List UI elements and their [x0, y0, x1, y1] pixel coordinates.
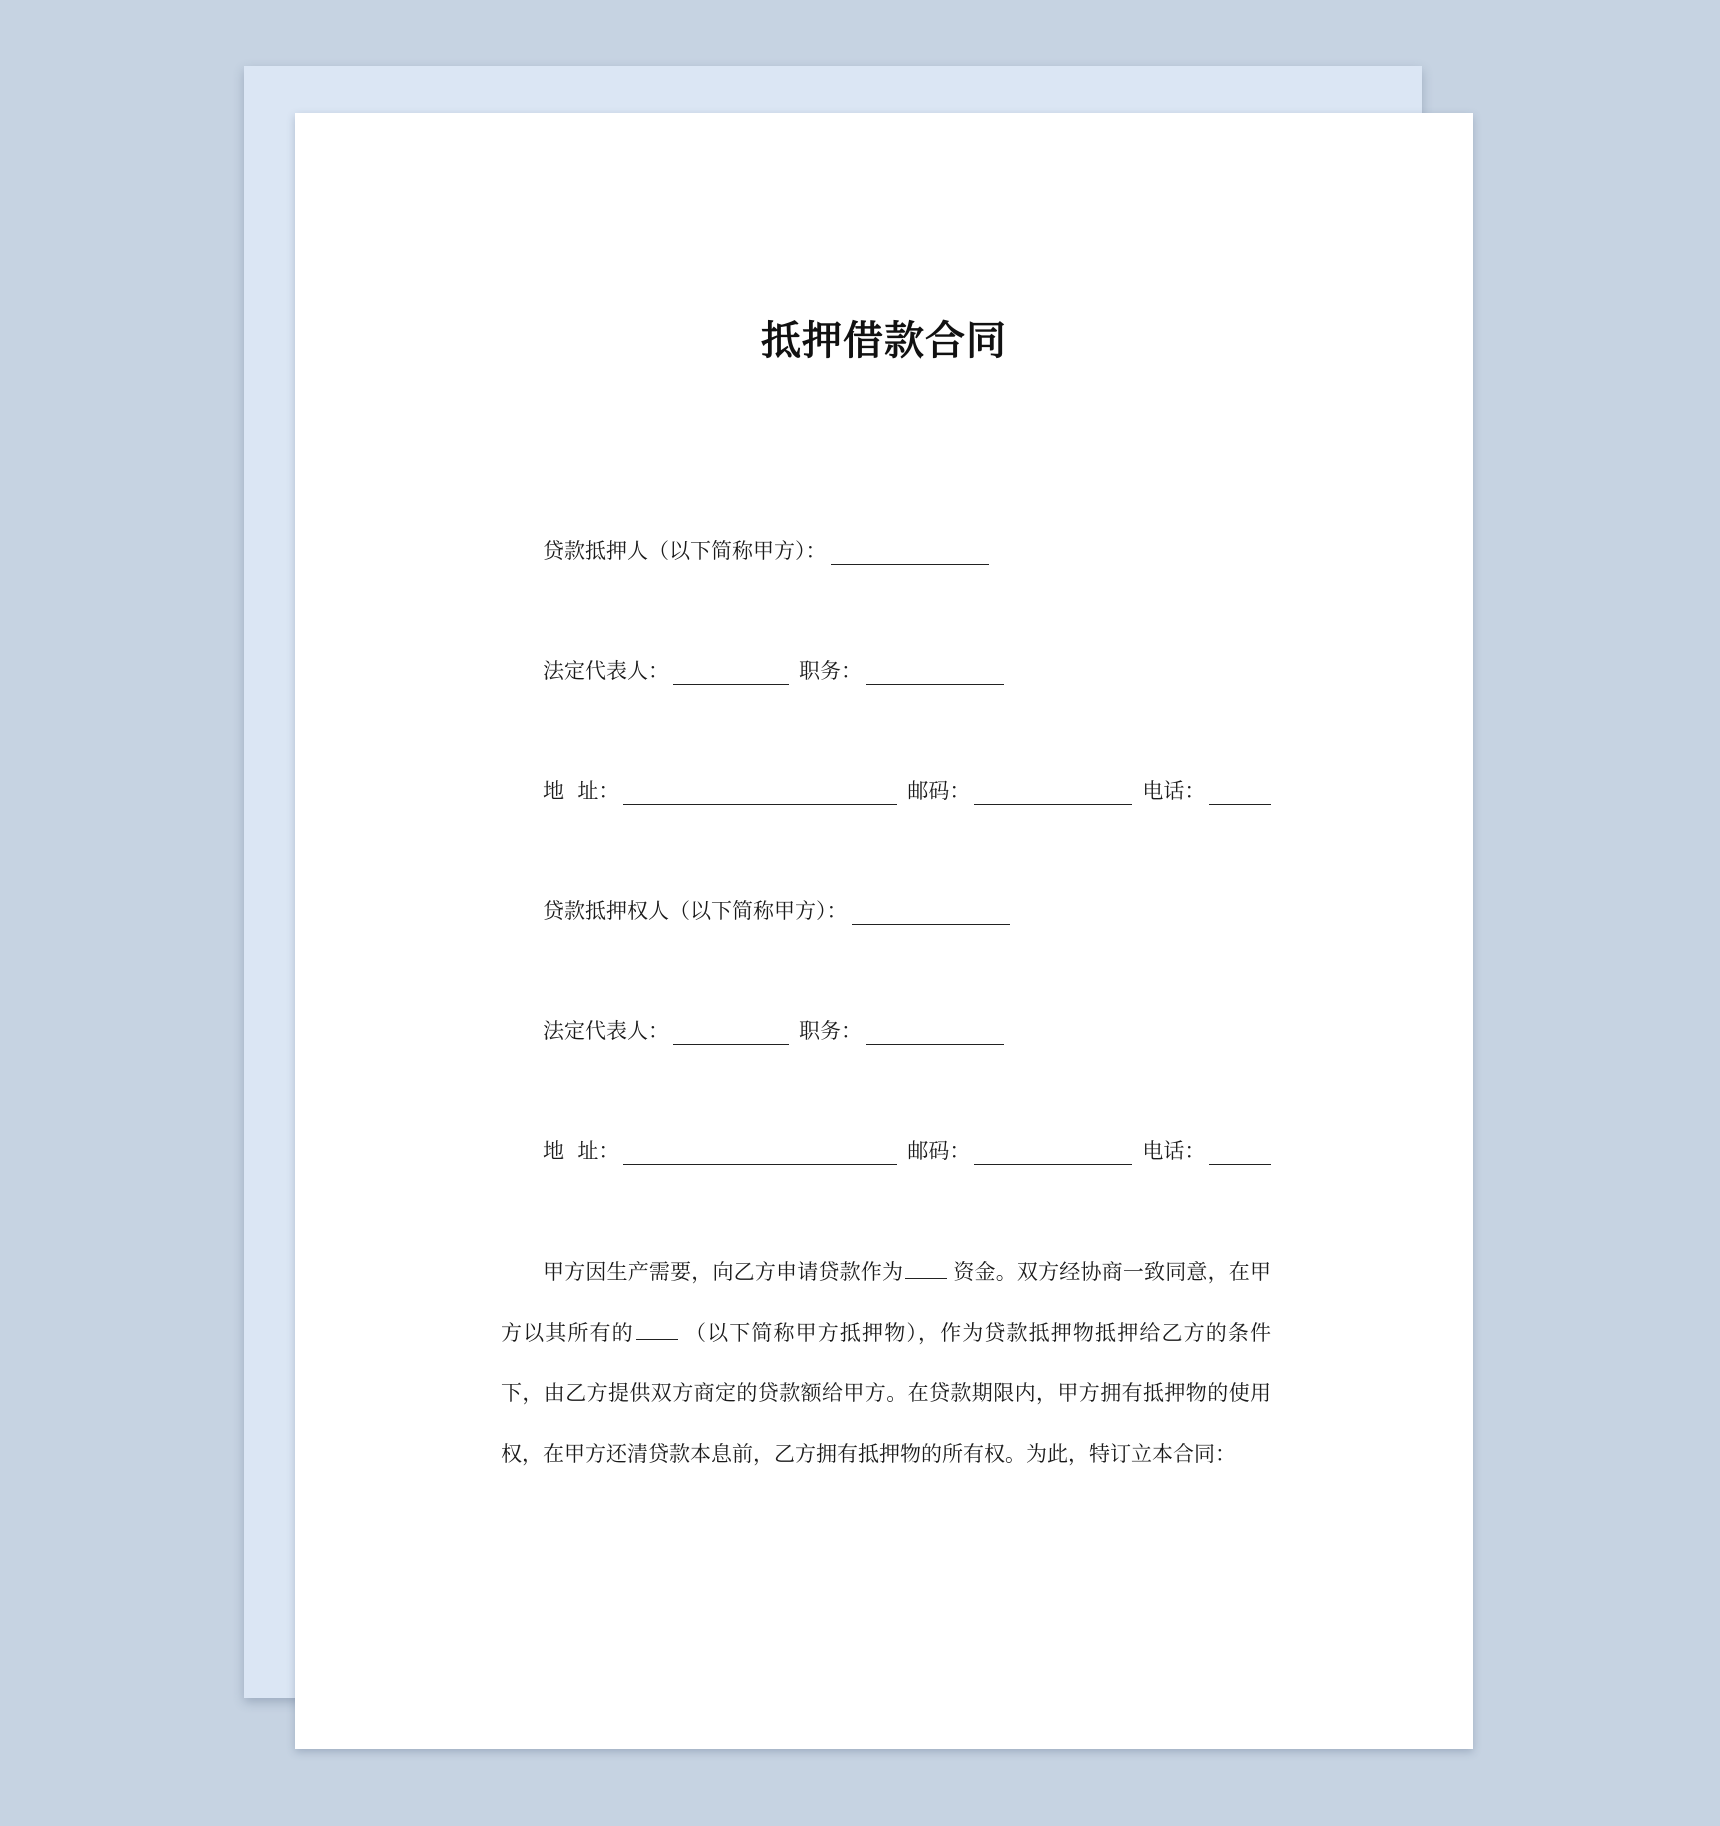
mortgagee-address-label: 地 址：	[543, 1139, 620, 1163]
mortgagor-position-blank[interactable]	[866, 662, 1004, 685]
mortgagor-line	[543, 535, 999, 565]
mortgagor-address-blank[interactable]	[623, 782, 897, 805]
mortgagee-line	[543, 895, 1020, 925]
mortgagee-address-blank[interactable]	[623, 1142, 897, 1165]
mortgagee-label: 贷款抵押权人（以下简称甲方）：	[543, 899, 848, 923]
mortgagor-address-label: 地 址：	[543, 779, 620, 803]
mortgagee-rep-line	[543, 1015, 1014, 1045]
mortgagor-rep-line	[543, 655, 1014, 685]
mortgagee-position-blank[interactable]	[866, 1022, 1004, 1045]
mortgagee-rep-blank[interactable]	[673, 1022, 789, 1045]
mortgagor-phone-label: 电话：	[1142, 779, 1206, 803]
mortgagee-phone-blank[interactable]	[1209, 1142, 1271, 1165]
mortgagor-blank[interactable]	[831, 542, 989, 565]
paragraph-part-3: （以下简称甲方抵押物），作为贷款抵押物抵押给乙方的条件下，由乙方提供双方商定的贷款额给甲方。在贷款期限内，甲方拥有抵押物的使用权，在甲方还清贷款本息前，乙方拥有抵押物的所有权。为此，特订立本合同：	[501, 1320, 1272, 1466]
mortgagor-postcode-label: 邮码：	[907, 779, 971, 803]
document-title: 抵押借款合同	[761, 318, 1007, 364]
mortgagor-rep-blank[interactable]	[673, 662, 789, 685]
mortgagor-label: 贷款抵押人（以下简称甲方）：	[543, 539, 827, 563]
mortgagee-postcode-blank[interactable]	[974, 1142, 1132, 1165]
mortgagor-postcode-blank[interactable]	[974, 782, 1132, 805]
contract-preamble-paragraph	[501, 1242, 1271, 1484]
front-paper-sheet	[295, 113, 1473, 1749]
mortgagor-position-label: 职务：	[799, 659, 862, 683]
mortgagor-address-line	[543, 775, 1271, 805]
mortgagee-blank[interactable]	[852, 902, 1010, 925]
mortgagee-phone-label: 电话：	[1142, 1139, 1206, 1163]
mortgagee-rep-label: 法定代表人：	[543, 1019, 669, 1043]
paragraph-part-1: 甲方因生产需要，向乙方申请贷款作为	[543, 1260, 904, 1284]
mortgagor-phone-blank[interactable]	[1209, 782, 1271, 805]
mortgagee-address-line	[543, 1135, 1271, 1165]
mortgagee-postcode-label: 邮码：	[907, 1139, 971, 1163]
collateral-blank[interactable]	[636, 1321, 678, 1340]
fund-purpose-blank[interactable]	[905, 1260, 947, 1279]
paragraph-part-2: 资金。双方经协商一致同意，在甲方以其所有的	[501, 1260, 1271, 1345]
mortgagee-position-label: 职务：	[799, 1019, 862, 1043]
mortgagor-rep-label: 法定代表人：	[543, 659, 669, 683]
